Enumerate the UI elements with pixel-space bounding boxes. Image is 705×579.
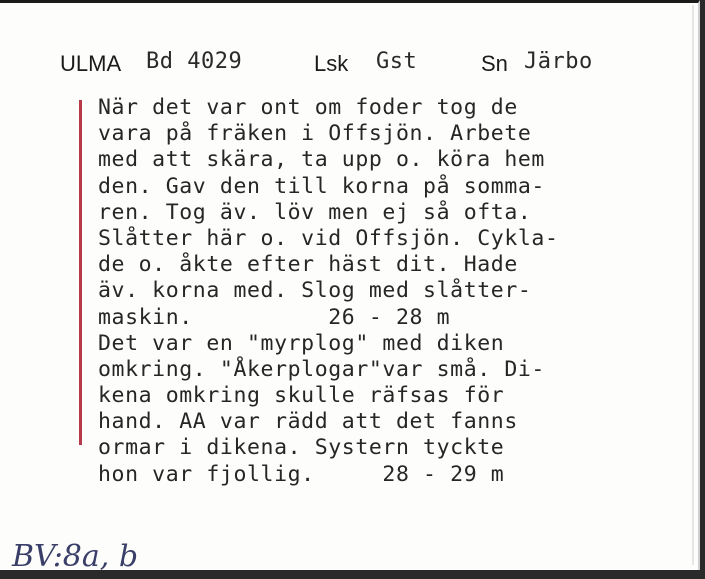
text-line: med att skära, ta upp o. köra hem [98, 147, 545, 173]
card-edge [692, 5, 694, 565]
socken-label: Sn [481, 51, 508, 76]
text-line: ormar i dikena. Systern tyckte [98, 435, 505, 461]
text-line: den. Gav den till korna på somma- [98, 173, 545, 199]
text-line: hand. AA var rädd att det fanns [98, 409, 518, 435]
landskap-value: Gst [376, 49, 418, 74]
text-line: ren. Tog äv. löv men ej så ofta. [98, 199, 532, 225]
text-line: kena omkring skulle räfsas för [98, 383, 505, 409]
text-line: När det var ont om foder tog de [98, 95, 518, 120]
text-line: Slåtter här o. vid Offsjön. Cykla- [98, 225, 559, 251]
handwritten-reference: BV:8a, b [12, 539, 139, 574]
text-line: vara på fräken i Offsjön. Arbete [98, 121, 532, 147]
archive-label: ULMA [60, 51, 122, 76]
text-line: de o. åkte efter häst dit. Hade [98, 252, 518, 278]
text-line: äv. korna med. Slog med slåtter- [98, 278, 532, 304]
volume-number: Bd 4029 [146, 49, 243, 74]
text-line: maskin. 26 - 28 m [98, 304, 451, 330]
landskap-label: Lsk [314, 51, 349, 76]
text-line: Det var en "myrplog" med diken [98, 330, 505, 356]
socken-value: Järbo [524, 49, 593, 74]
record-text [98, 95, 678, 488]
text-line: hon var fjollig. 28 - 29 m [98, 461, 505, 487]
margin-line [79, 100, 82, 445]
text-line: omkring. "Åkerplogar"var små. Di- [98, 356, 545, 382]
